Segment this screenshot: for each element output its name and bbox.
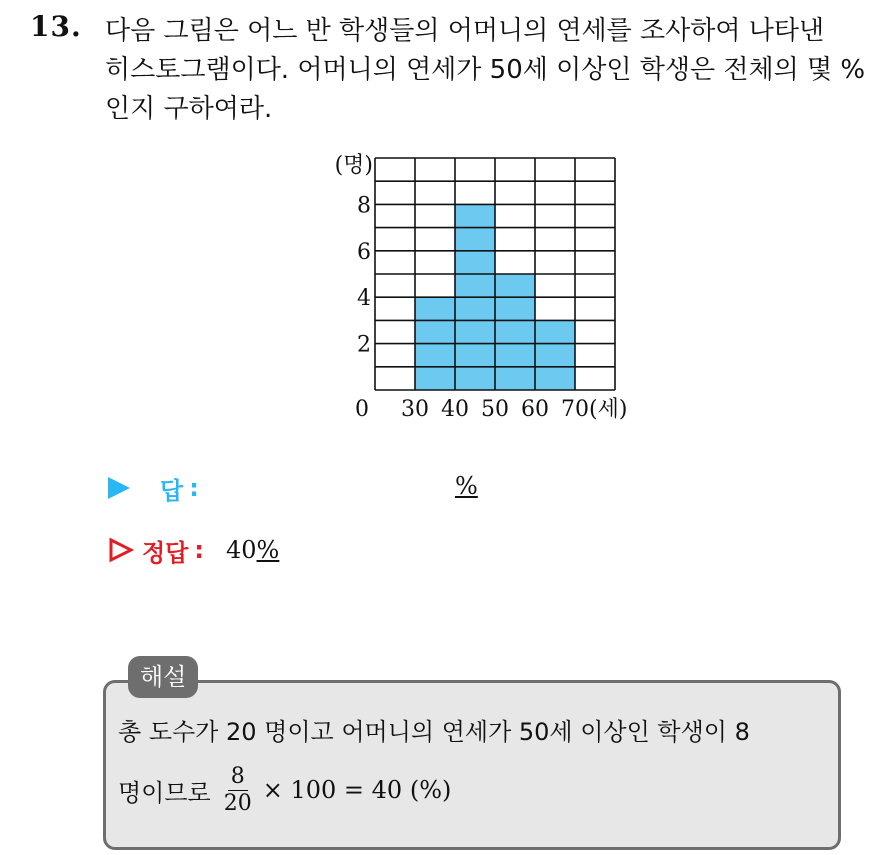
answer-row <box>108 468 199 508</box>
fraction-denominator: 20 <box>223 790 252 816</box>
explanation-suffix: × 100 = 40 (%) <box>262 776 452 804</box>
correct-value-unit: % <box>256 536 280 564</box>
y-tick-label: 8 <box>357 193 371 219</box>
correct-answer-value <box>226 536 279 564</box>
question-line: 히스토그램이다. 어머니의 연세가 50세 이상인 학생은 전체의 몇 % <box>105 55 866 85</box>
y-tick-label: 4 <box>357 286 371 312</box>
histogram-bar <box>495 274 535 390</box>
answer-label: 답 <box>160 476 184 505</box>
histogram-chart <box>320 150 640 430</box>
fraction <box>221 764 255 817</box>
explanation-tab: 해설 <box>128 656 198 698</box>
x-tick-label: 50 <box>481 397 509 422</box>
x-tick-label: 60 <box>521 397 549 422</box>
explanation-prefix: 명이므로 <box>118 778 211 807</box>
histogram-bar <box>535 320 575 390</box>
outline-triangle-icon <box>108 537 134 563</box>
fraction-numerator: 8 <box>228 764 248 791</box>
answer-blank-unit: % <box>455 472 478 500</box>
correct-answer-colon: : <box>194 536 204 564</box>
explanation-line-1: 총 도수가 20 명이고 어머니의 연세가 50세 이상인 학생이 8 <box>118 718 750 746</box>
question-line: 인지 구하여라. <box>105 94 273 124</box>
explanation-line-2 <box>118 760 451 820</box>
x-tick-label: 30 <box>401 397 429 422</box>
question-line: 다음 그림은 어느 반 학생들의 어머니의 연세를 조사하여 나타낸 <box>105 16 825 46</box>
correct-value-number: 40 <box>225 536 257 564</box>
origin-label: 0 <box>355 397 369 422</box>
question-text <box>105 12 865 129</box>
answer-colon: : <box>189 474 199 502</box>
y-axis-label: (명) <box>334 153 373 178</box>
x-axis-label: (세) <box>589 397 628 422</box>
question-number: 13. <box>30 10 82 43</box>
chart-grid <box>375 158 615 390</box>
y-tick-label: 6 <box>357 239 371 265</box>
x-tick-label: 70 <box>561 397 589 422</box>
x-tick-label: 40 <box>441 397 469 422</box>
correct-answer-label: 정답 <box>142 538 189 567</box>
y-tick-label: 2 <box>357 332 371 358</box>
play-triangle-icon <box>108 477 130 499</box>
correct-answer-row <box>108 530 279 570</box>
